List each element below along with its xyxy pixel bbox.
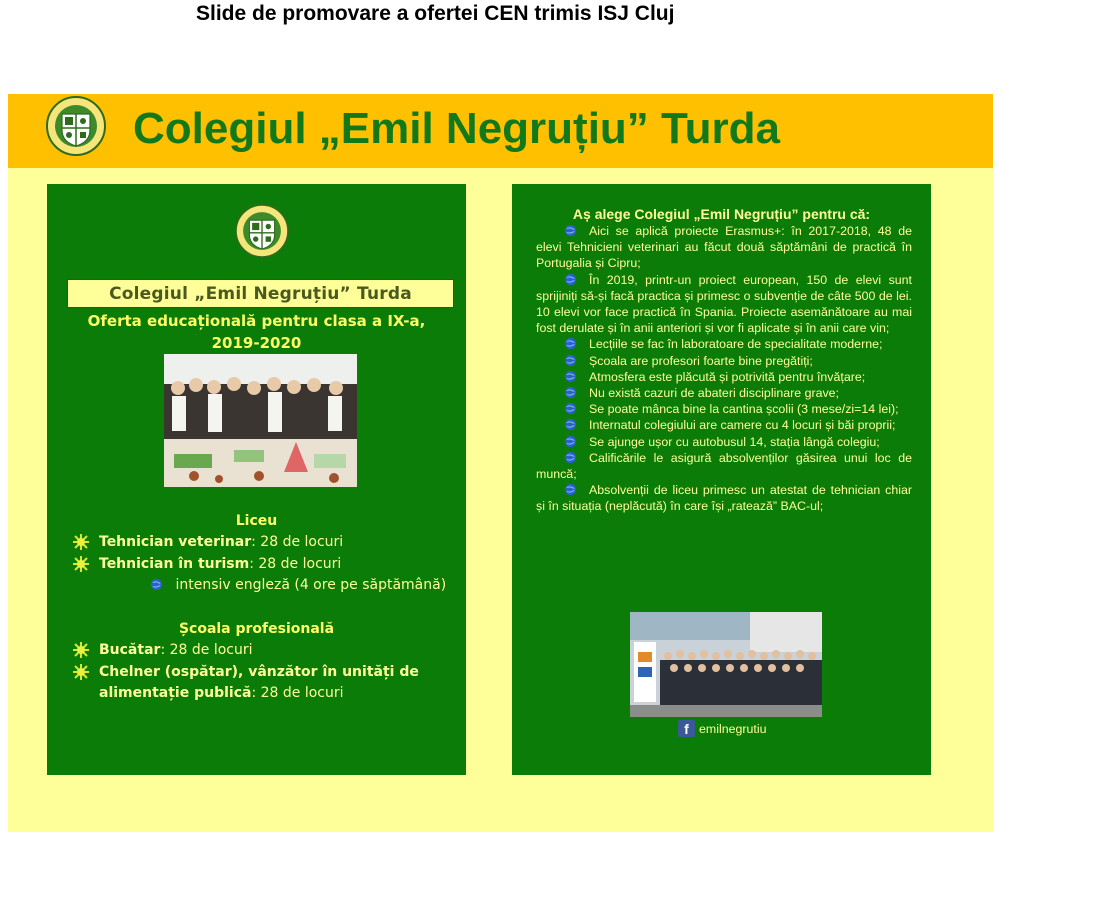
program-seats: : 28 de locuri	[249, 556, 342, 572]
list-item	[99, 532, 343, 553]
program-seats: : 28 de locuri	[251, 685, 344, 701]
college-crest-icon	[235, 204, 289, 258]
reason-item	[536, 385, 912, 401]
globe-bullet-icon	[564, 386, 577, 399]
reason-item	[536, 434, 912, 450]
school-name-box: Colegiul „Emil Negruțiu” Turda	[67, 279, 454, 308]
reason-item	[536, 223, 912, 272]
sun-bullet-icon	[73, 534, 89, 550]
students-food-photo	[164, 354, 357, 487]
liceu-heading: Liceu	[235, 513, 278, 529]
document-title: Slide de promovare a ofertei CEN trimis ISJ Cluj	[196, 2, 675, 25]
globe-bullet-icon	[564, 402, 577, 415]
reason-item	[536, 417, 912, 433]
reason-text: În 2019, printr-un proiect european, 150 de elevi sunt sprijiniți să-și facă practica și primesc o subvenție de câte 500 de lei. 10 elevi vor face practică în Spania. Proiecte asemănătoare au mai fost derulate și în anii anteriori și vor fi aplicate și în anii care vin;	[536, 272, 912, 336]
globe-bullet-icon	[564, 451, 577, 464]
reason-text: Lecțiile se fac în laboratoare de specialitate moderne;	[589, 337, 883, 352]
reason-item	[536, 336, 912, 352]
globe-bullet-icon	[564, 273, 577, 286]
promo-slide	[8, 94, 993, 832]
reasons-title: Aș alege Colegiul „Emil Negruțiu” pentru că:	[572, 206, 871, 222]
globe-bullet-icon	[150, 578, 163, 591]
list-item	[99, 662, 419, 704]
sun-bullet-icon	[73, 556, 89, 572]
reason-text: Atmosfera este plăcută și potrivită pentru învățare;	[589, 369, 866, 384]
offer-panel	[47, 184, 466, 775]
list-item	[99, 640, 253, 661]
globe-bullet-icon	[564, 435, 577, 448]
banner	[8, 94, 993, 168]
reason-item	[536, 353, 912, 369]
program-name-cont: alimentație publică	[99, 685, 252, 701]
reason-text: Se ajunge ușor cu autobusul 14, stația lângă colegiu;	[589, 434, 880, 449]
banner-title: Colegiul „Emil Negruțiu” Turda	[133, 104, 780, 153]
scoala-heading: Școala profesională	[178, 621, 335, 637]
reasons-list	[536, 223, 912, 515]
reason-item	[536, 369, 912, 385]
reasons-panel	[512, 184, 931, 775]
program-seats: : 28 de locuri	[251, 534, 344, 550]
list-item	[99, 554, 341, 575]
reason-item	[536, 450, 912, 482]
program-name: Tehnician veterinar	[99, 534, 252, 550]
program-note: intensiv engleză (4 ore pe săptămână)	[175, 577, 447, 593]
reason-item	[536, 272, 912, 337]
globe-bullet-icon	[564, 224, 577, 237]
globe-bullet-icon	[564, 337, 577, 350]
facebook-link[interactable]	[678, 720, 767, 737]
reason-text: Calificările le asigură absolvenților găsirea unui loc de muncă;	[536, 450, 912, 482]
list-subitem	[175, 577, 446, 593]
offer-line: Oferta educațională pentru clasa a IX-a,	[87, 312, 426, 330]
facebook-handle: emilnegrutiu	[699, 721, 767, 736]
globe-bullet-icon	[564, 483, 577, 496]
program-seats: : 28 de locuri	[160, 642, 253, 658]
offer-year: 2019-2020	[211, 334, 302, 352]
reason-text: Internatul colegiului are camere cu 4 locuri și băi proprii;	[589, 418, 896, 433]
reason-text: Se poate mânca bine la cantina școlii (3 mese/zi=14 lei);	[589, 402, 899, 417]
program-name: Chelner (ospătar), vânzător în unități de	[99, 664, 419, 680]
reason-text: Aici se aplică proiecte Erasmus+: în 2017-2018, 48 de elevi Tehnicieni veterinari au făcut două săptămâni de practică în Portugalia și Cipru;	[536, 224, 912, 271]
college-crest-icon	[46, 96, 106, 156]
sun-bullet-icon	[73, 664, 89, 680]
sun-bullet-icon	[73, 642, 89, 658]
reason-item	[536, 482, 912, 514]
group-photo	[630, 612, 822, 717]
reason-item	[536, 401, 912, 417]
offer-heading	[47, 310, 466, 354]
program-name: Bucătar	[99, 642, 161, 658]
globe-bullet-icon	[564, 418, 577, 431]
reason-text: Nu există cazuri de abateri disciplinare grave;	[589, 386, 840, 401]
facebook-icon: f	[678, 720, 695, 737]
reason-text: Școala are profesori foarte bine pregătiți;	[589, 353, 813, 368]
globe-bullet-icon	[564, 354, 577, 367]
globe-bullet-icon	[564, 370, 577, 383]
program-name: Tehnician în turism	[99, 556, 250, 572]
reason-text: Absolvenții de liceu primesc un atestat de tehnician chiar și în situația (neplăcută) în care își „ratează” BAC-ul;	[536, 483, 912, 514]
